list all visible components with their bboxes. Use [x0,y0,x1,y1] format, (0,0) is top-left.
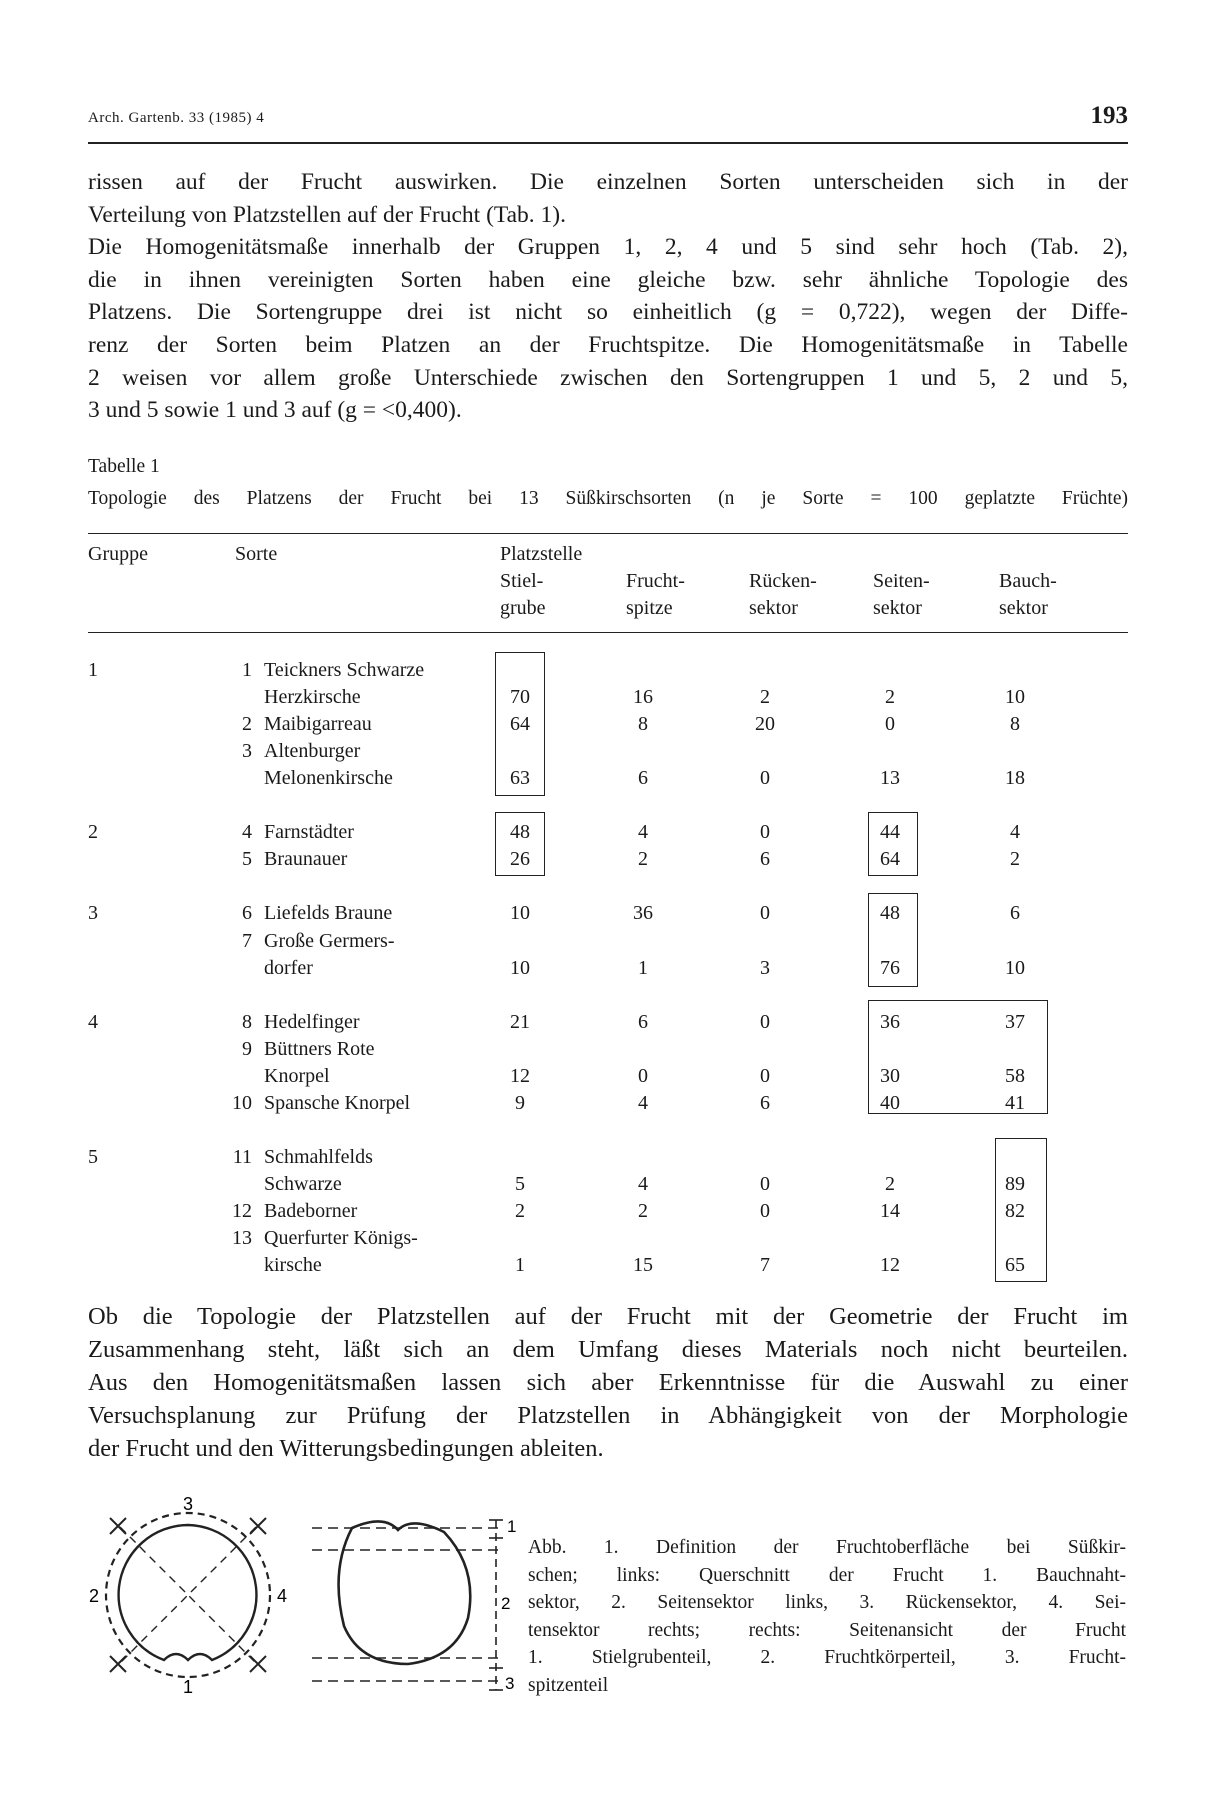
variety-name: Schmahlfelds [264,1146,373,1168]
value-cell: 1 [638,957,648,979]
value-cell: 8 [638,713,648,735]
value-cell: 13 [880,767,900,789]
value-cell: 1 [515,1254,525,1276]
value-cell: 76 [880,957,900,979]
variety-name: Spansche Knorpel [264,1092,411,1114]
text-line: rissen auf der Frucht auswirken. Die einzelnen Sorten unterscheiden sich in der [88,169,1128,195]
value-cell: 10 [1005,686,1025,708]
highlight-box [868,893,918,987]
part-label: 1 [507,1517,517,1536]
variety-name: kirsche [264,1254,322,1276]
value-cell: 6 [1010,902,1020,924]
value-cell: 70 [510,686,530,708]
variety-name: Herzkirsche [264,686,361,708]
variety-number: 12 [232,1200,252,1222]
caption-line: 1. Stielgrubenteil, 2. Fruchtkörperteil, 3. Frucht- [528,1647,1126,1668]
value-cell: 0 [760,1011,770,1033]
paragraph-2 [88,1300,1128,1465]
value-cell: 16 [633,686,653,708]
header-column-line: sektor [999,597,1048,619]
value-cell: 0 [760,1065,770,1087]
value-cell: 89 [1005,1173,1025,1195]
variety-name: Farnstädter [264,821,354,843]
header-column-line: spitze [626,597,673,619]
value-cell: 12 [880,1254,900,1276]
value-cell: 65 [1005,1254,1025,1276]
value-cell: 2 [638,848,648,870]
header-platzstelle: Platzstelle [500,543,583,565]
sector-label: 2 [88,1586,100,1606]
header-column-line: Rücken- [749,570,817,592]
value-cell: 4 [638,1092,648,1114]
group-label: 1 [88,659,98,681]
text-line: Ob die Topologie der Platzstellen auf der Frucht mit der Geometrie der Frucht im [88,1303,1128,1330]
value-cell: 2 [638,1200,648,1222]
variety-name: Schwarze [264,1173,342,1195]
value-cell: 20 [755,713,775,735]
variety-number: 13 [232,1227,252,1249]
variety-number: 4 [242,821,252,843]
group-label: 5 [88,1146,98,1168]
variety-name: Hedelfinger [264,1011,360,1033]
figure-side-view [308,1508,518,1698]
variety-number: 11 [232,1146,252,1168]
variety-name: Knorpel [264,1065,330,1087]
part-label: 2 [501,1594,511,1613]
variety-name: Melonenkirsche [264,767,393,789]
variety-name: Querfurter Königs- [264,1227,418,1249]
value-cell: 14 [880,1200,900,1222]
value-cell: 26 [510,848,530,870]
paragraph-1 [88,166,1128,427]
table-header-rule [88,632,1128,633]
value-cell: 63 [510,767,530,789]
sector-label: 4 [276,1586,288,1606]
value-cell: 10 [510,957,530,979]
variety-number: 7 [242,930,252,952]
highlight-box [495,812,545,876]
text-line: Versuchsplanung zur Prüfung der Platzstellen in Abhängigkeit von der Morphologie [88,1402,1128,1429]
header-column-line: grube [500,597,546,619]
value-cell: 0 [760,1173,770,1195]
value-cell: 2 [885,1173,895,1195]
value-cell: 0 [760,821,770,843]
text-line: Die Homogenitätsmaße innerhalb der Gruppen 1, 2, 4 und 5 sind sehr hoch (Tab. 2), [88,234,1128,261]
text-line: die in ihnen vereinigten Sorten haben eine gleiche bzw. sehr ähnliche Topologie des [88,266,1128,293]
text-line: 3 und 5 sowie 1 und 3 auf (g = <0,400). [88,397,462,424]
value-cell: 0 [760,902,770,924]
value-cell: 36 [633,902,653,924]
value-cell: 4 [638,1173,648,1195]
figure-cross-section [82,1490,302,1700]
journal-reference: Arch. Gartenb. 33 (1985) 4 [88,110,265,126]
caption-line: tensektor rechts; rechts: Seitenansicht der Frucht [528,1619,1126,1641]
table-label: Tabelle 1 [88,456,160,477]
value-cell: 58 [1005,1065,1025,1087]
variety-name: dorfer [264,957,313,979]
running-header [88,104,1128,144]
value-cell: 40 [880,1092,900,1114]
header-column-line: sektor [749,597,798,619]
text-line: 2 weisen vor allem große Unterschiede zwischen den Sortengruppen 1 und 5, 2 und 5, [88,364,1128,391]
value-cell: 4 [638,821,648,843]
text-line: Platzens. Die Sortengruppe drei ist nicht so einheitlich (g = 0,722), wegen der Diffe- [88,299,1128,326]
header-sorte: Sorte [235,543,278,565]
group-label: 3 [88,902,98,924]
caption-line: Abb. 1. Definition der Fruchtoberfläche bei Süßkir- [528,1537,1126,1558]
value-cell: 44 [880,821,900,843]
header-column-line: sektor [873,597,922,619]
variety-name: Maibigarreau [264,713,372,735]
sector-label: 3 [182,1494,194,1514]
sector-label: 1 [182,1677,194,1697]
variety-name: Braunauer [264,848,348,870]
value-cell: 12 [510,1065,530,1087]
value-cell: 6 [638,767,648,789]
header-column-line: Stiel- [500,570,544,592]
header-column-line: Seiten- [873,570,930,592]
value-cell: 30 [880,1065,900,1087]
part-label: 3 [505,1674,515,1693]
value-cell: 64 [510,713,530,735]
value-cell: 6 [760,848,770,870]
value-cell: 2 [885,686,895,708]
highlight-box [995,1138,1047,1282]
highlight-box [868,1000,1048,1114]
value-cell: 6 [760,1092,770,1114]
value-cell: 8 [1010,713,1020,735]
value-cell: 7 [760,1254,770,1276]
text-line: Zusammenhang steht, läßt sich an dem Umfang dieses Materials noch nicht beurteilen. [88,1336,1128,1363]
header-column-line: Bauch- [999,570,1057,592]
table-title: Topologie des Platzens der Frucht bei 13 Süßkirschsorten (n je Sorte = 100 geplatzte Früchte) [88,488,1128,509]
table-top-rule [88,533,1128,534]
value-cell: 10 [1005,957,1025,979]
value-cell: 0 [760,767,770,789]
highlight-box [868,812,918,876]
value-cell: 2 [760,686,770,708]
text-line: Aus den Homogenitätsmaßen lassen sich aber Erkenntnisse für die Auswahl zu einer [88,1369,1128,1396]
variety-name: Büttners Rote [264,1038,375,1060]
variety-name: Liefelds Braune [264,902,393,924]
variety-name: Badeborner [264,1200,358,1222]
value-cell: 41 [1005,1092,1025,1114]
value-cell: 18 [1005,767,1025,789]
value-cell: 0 [885,713,895,735]
variety-name: Altenburger [264,740,361,762]
text-line: Verteilung von Platzstellen auf der Frucht (Tab. 1). [88,201,567,228]
highlight-box [495,652,545,796]
caption-line: spitzenteil [528,1674,609,1696]
variety-number: 6 [242,902,252,924]
value-cell: 37 [1005,1011,1025,1033]
text-line: renz der Sorten beim Platzen an der Fruchtspitze. Die Homogenitätsmaße in Tabelle [88,331,1128,358]
variety-number: 9 [242,1038,252,1060]
variety-number: 5 [242,848,252,870]
value-cell: 2 [1010,848,1020,870]
variety-number: 10 [232,1092,252,1114]
header-column-line: Frucht- [626,570,685,592]
value-cell: 64 [880,848,900,870]
value-cell: 0 [760,1200,770,1222]
value-cell: 2 [515,1200,525,1222]
caption-line: sektor, 2. Seitensektor links, 3. Rückensektor, 4. Sei- [528,1592,1126,1613]
figure-caption [528,1534,1126,1699]
value-cell: 82 [1005,1200,1025,1222]
variety-number: 3 [242,740,252,762]
caption-line: schen; links: Querschnitt der Frucht 1. Bauchnaht- [528,1564,1126,1586]
group-label: 4 [88,1011,98,1033]
group-label: 2 [88,821,98,843]
value-cell: 15 [633,1254,653,1276]
variety-name: Teickners Schwarze [264,659,425,681]
variety-number: 2 [242,713,252,735]
text-line: der Frucht und den Witterungsbedingungen ableiten. [88,1435,604,1462]
value-cell: 5 [515,1173,525,1195]
value-cell: 21 [510,1011,530,1033]
value-cell: 4 [1010,821,1020,843]
value-cell: 48 [880,902,900,924]
header-gruppe: Gruppe [88,543,148,565]
value-cell: 6 [638,1011,648,1033]
variety-number: 1 [242,659,252,681]
value-cell: 3 [760,957,770,979]
variety-number: 8 [242,1011,252,1033]
value-cell: 10 [510,902,530,924]
page-number: 193 [1090,102,1128,129]
value-cell: 36 [880,1011,900,1033]
variety-name: Große Germers- [264,930,395,952]
value-cell: 48 [510,821,530,843]
value-cell: 0 [638,1065,648,1087]
value-cell: 9 [515,1092,525,1114]
